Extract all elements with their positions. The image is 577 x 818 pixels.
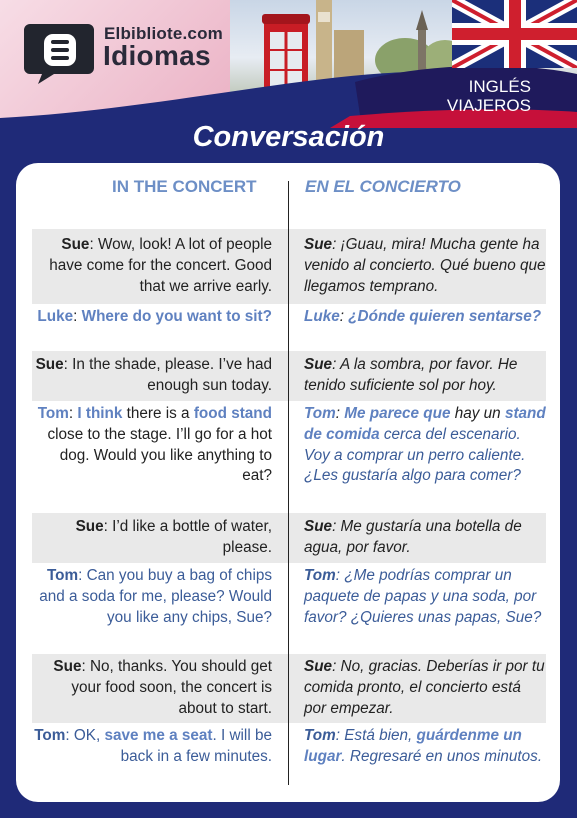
dialogue-row: [32, 351, 546, 401]
speaker-name: Tom: [34, 727, 66, 744]
speaker-name: Tom: [304, 727, 336, 744]
spanish-line: [304, 355, 546, 397]
spanish-text: cerca del escenario. Voy a comprar un perro caliente. ¿Les gustaría algo para comer?: [304, 425, 526, 485]
spanish-text: hay un: [450, 405, 505, 422]
spanish-line: [304, 235, 546, 297]
english-text: . I will be back in a few minutes.: [120, 727, 272, 765]
dialogue-row: [32, 401, 546, 513]
english-text: : I’d like a bottle of water, please.: [103, 518, 272, 556]
speaker-name: Tom: [46, 567, 79, 584]
english-line: [32, 404, 272, 487]
speaker-name: Tom: [304, 405, 336, 422]
dialogue-row: [32, 513, 546, 563]
english-line: [32, 566, 272, 628]
dialogue-row: [32, 563, 546, 654]
spanish-text: :: [335, 405, 345, 422]
dialogue-row: [32, 229, 546, 304]
spanish-line: [304, 726, 546, 768]
english-line: [32, 657, 272, 719]
speaker-name: Sue: [61, 236, 90, 253]
speaker-name: Sue: [35, 356, 64, 373]
english-highlight: save me a seat: [104, 727, 213, 744]
speaker-name: Sue: [304, 356, 333, 373]
english-text: : In the shade, please. I’ve had enough sun today.: [63, 356, 272, 394]
column-divider: [288, 181, 289, 785]
spanish-line: [304, 404, 546, 487]
spanish-text: : Me gustaría una botella de agua, por favor.: [304, 518, 522, 556]
spanish-line: [304, 657, 546, 719]
english-highlight: food stand: [193, 405, 272, 422]
spanish-highlight: Me parece que: [344, 405, 451, 422]
spanish-text: : Está bien,: [335, 727, 417, 744]
dialogue-row: [32, 304, 546, 351]
english-line: [32, 726, 272, 768]
english-text: : Can you buy a bag of chips and a soda for me, please? Would you like any chips, Sue?: [39, 567, 272, 626]
english-text: there is a: [122, 405, 194, 422]
spanish-highlight: stand de comida: [304, 405, 546, 443]
speaker-name: Sue: [304, 236, 333, 253]
brand-idiomas: Idiomas: [103, 40, 211, 71]
speaker-name: Sue: [304, 658, 333, 675]
badge-ingles: INGLÉS: [468, 77, 531, 96]
english-text: : No, thanks. You should get your food soon, the concert is about to start.: [71, 658, 272, 717]
spanish-line: [304, 517, 546, 559]
page-title: Conversación: [192, 121, 385, 153]
english-text: : OK,: [65, 727, 105, 744]
english-line: [32, 517, 272, 559]
speaker-name: Luke: [304, 308, 340, 325]
speaker-name: Sue: [304, 518, 333, 535]
speaker-name: Sue: [53, 658, 82, 675]
spanish-text: . Regresaré en unos minutos.: [341, 747, 543, 765]
english-highlight: I think: [77, 405, 123, 422]
english-text: : Wow, look! A lot of people have come for the concert. Good that we arrive early.: [49, 236, 272, 295]
spanish-line: [304, 566, 546, 628]
english-column-heading: IN THE CONCERT: [112, 177, 257, 196]
english-line: [32, 235, 272, 297]
spanish-text: : No, gracias. Deberías ir por tu comida pronto, el concierto está por empezar.: [304, 658, 545, 717]
spanish-text: : A la sombra, por favor. He tenido suficiente sol por hoy.: [304, 356, 518, 394]
speaker-name: Tom: [304, 567, 336, 584]
english-text: :: [73, 308, 82, 325]
speaker-name: Tom: [37, 405, 69, 422]
spanish-line: [304, 307, 546, 328]
english-text: :: [68, 405, 78, 422]
header-banner: [0, 0, 577, 128]
english-text: close to the stage. I’ll go for a hot dog. Would you like anything to eat?: [47, 425, 272, 485]
spanish-highlight: ¿Dónde quieren sentarse?: [348, 308, 542, 325]
speaker-name: Luke: [37, 308, 74, 325]
dialogue-row: [32, 723, 546, 793]
english-line: [32, 355, 272, 397]
spanish-text: : ¡Guau, mira! Mucha gente ha venido al concierto. Qué bueno que llegamos temprano.: [304, 236, 546, 295]
spanish-text: : ¿Me podrías comprar un paquete de papas y una soda, por favor? ¿Quieres unas papas, Sue?: [304, 567, 542, 626]
logo-icon: [24, 20, 96, 84]
english-highlight: Where do you want to sit?: [81, 308, 272, 325]
english-line: [32, 307, 272, 328]
spanish-column-heading: EN EL CONCIERTO: [305, 177, 461, 196]
badge-viajeros: VIAJEROS: [446, 96, 531, 115]
speaker-name: Sue: [75, 518, 104, 535]
spanish-text: :: [339, 308, 349, 325]
dialogue-row: [32, 654, 546, 723]
spanish-highlight: guárdenme un lugar: [304, 727, 522, 765]
brand-name: Elbibliote.com: [104, 24, 223, 43]
uk-flag-icon: [452, 0, 577, 68]
